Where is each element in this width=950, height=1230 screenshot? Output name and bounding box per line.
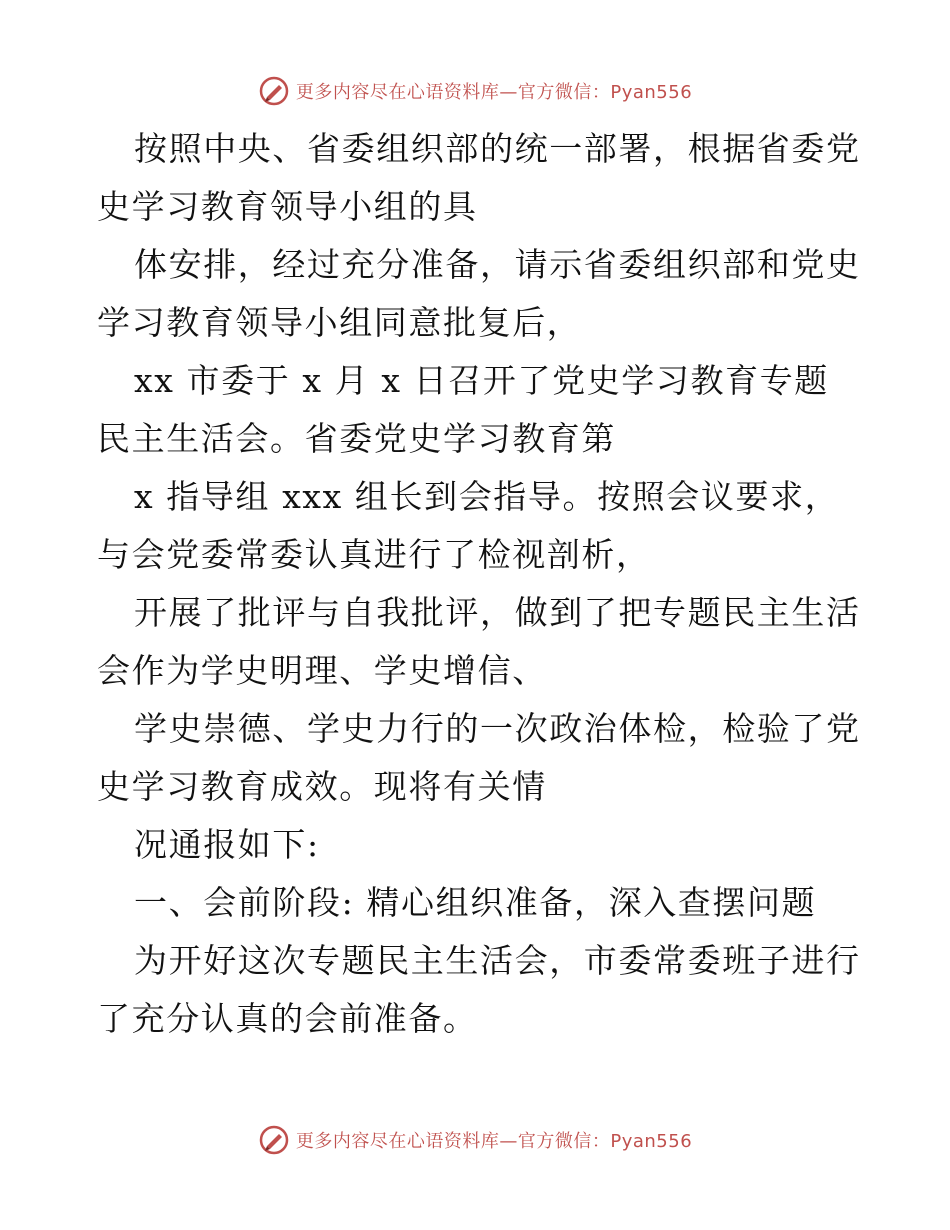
text-line: 开展了批评与自我批评，做到了把专题民主生活 bbox=[134, 593, 861, 632]
watermark-text: 更多内容尽在心语资料库—官方微信：Pyan556 bbox=[295, 82, 693, 103]
text-line: 了充分认真的会前准备。 bbox=[97, 999, 478, 1038]
text-line: 学习教育领导小组同意批复后， bbox=[97, 303, 582, 342]
text-line: 为开好这次专题民主生活会，市委常委班子进行 bbox=[134, 941, 861, 980]
text-line: 学史崇德、学史力行的一次政治体检，检验了党 bbox=[134, 709, 861, 748]
text-line: 体安排，经过充分准备，请示省委组织部和党史 bbox=[134, 245, 861, 284]
text-line: 与会党委常委认真进行了检视剖析， bbox=[97, 535, 651, 574]
text-line: 况通报如下: bbox=[134, 825, 320, 864]
pen-logo-icon bbox=[258, 75, 290, 107]
text-line: 史学习教育成效。现将有关情 bbox=[97, 767, 547, 806]
text-line: xx 市委于 x 月 x 日召开了党史学习教育专题 bbox=[134, 361, 829, 400]
watermark-text: 更多内容尽在心语资料库—官方微信：Pyan556 bbox=[295, 1131, 693, 1152]
document-body bbox=[97, 120, 877, 1048]
text-line: 按照中央、省委组织部的统一部署，根据省委党 bbox=[134, 129, 861, 168]
text-line: 史学习教育领导小组的具 bbox=[97, 187, 478, 226]
text-line: x 指导组 xxx 组长到会指导。按照会议要求， bbox=[134, 477, 840, 516]
text-line: 民主生活会。省委党史学习教育第 bbox=[97, 419, 616, 458]
pen-logo-icon bbox=[258, 1124, 290, 1156]
footer-watermark bbox=[0, 1120, 950, 1160]
text-line: 一、会前阶段: 精心组织准备，深入查摆问题 bbox=[134, 883, 817, 922]
text-line: 会作为学史明理、学史增信、 bbox=[97, 651, 547, 690]
header-watermark bbox=[0, 71, 950, 111]
